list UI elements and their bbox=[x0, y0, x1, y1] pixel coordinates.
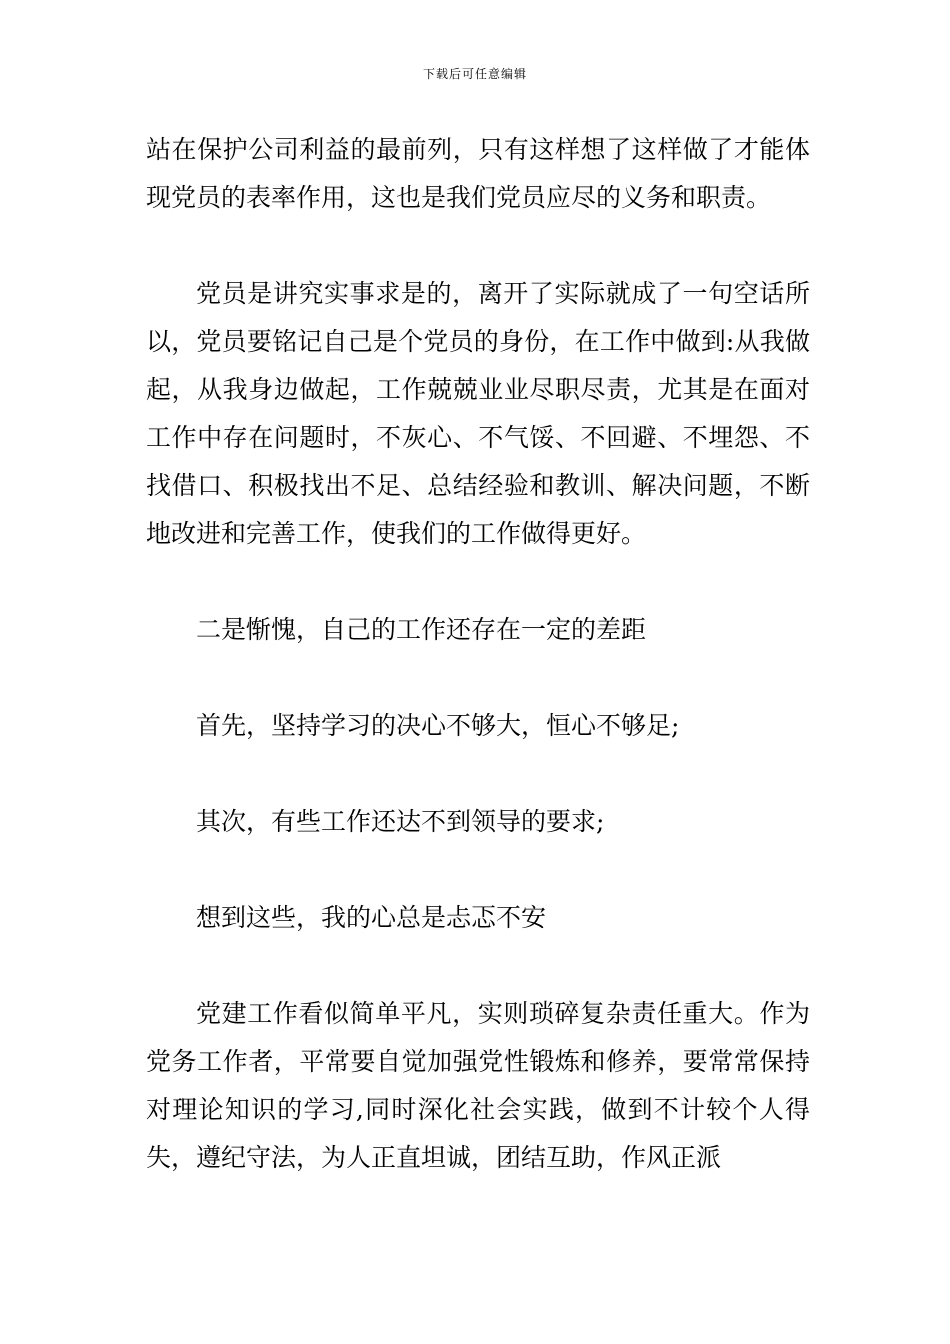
paragraph-1: 站在保护公司利益的最前列，只有这样想了这样做了才能体现党员的表率作用，这也是我们党员应尽的义务和职责。 bbox=[146, 135, 810, 212]
paragraph-gap bbox=[146, 846, 810, 894]
paragraph-gap bbox=[146, 750, 810, 798]
paragraph-4: 首先，坚持学习的决心不够大，恒心不够足; bbox=[196, 711, 680, 740]
paragraph-5: 其次，有些工作还达不到领导的要求; bbox=[196, 807, 605, 836]
paragraph-7: 党建工作看似简单平凡，实则琐碎复杂责任重大。作为党务工作者，平常要自觉加强党性锻炼和修养，要常常保持对理论知识的学习,同时深化社会实践，做到不计较个人得失，遵纪守法，为人正直坦诚，团结互助，作风正派 bbox=[146, 999, 810, 1172]
paragraph-gap bbox=[146, 942, 810, 990]
page-header: 下载后可任意编辑 bbox=[422, 67, 527, 81]
paragraph-gap bbox=[146, 222, 810, 270]
paragraph-gap bbox=[146, 654, 810, 702]
paragraph-3: 二是惭愧，自己的工作还存在一定的差距 bbox=[196, 615, 647, 644]
paragraph-6: 想到这些，我的心总是忐忑不安 bbox=[196, 903, 547, 932]
paragraph-gap bbox=[146, 558, 810, 606]
document-body bbox=[146, 126, 810, 1182]
paragraph-2: 党员是讲究实事求是的，离开了实际就成了一句空话所以，党员要铭记自己是个党员的身份，在工作中做到:从我做起，从我身边做起，工作兢兢业业尽职尽责，尤其是在面对工作中存在问题时，不灰心、不气馁、不回避、不埋怨、不找借口、积极找出不足、总结经验和教训、解决问题，不断地改进和完善工作，使我们的工作做得更好。 bbox=[146, 279, 810, 548]
